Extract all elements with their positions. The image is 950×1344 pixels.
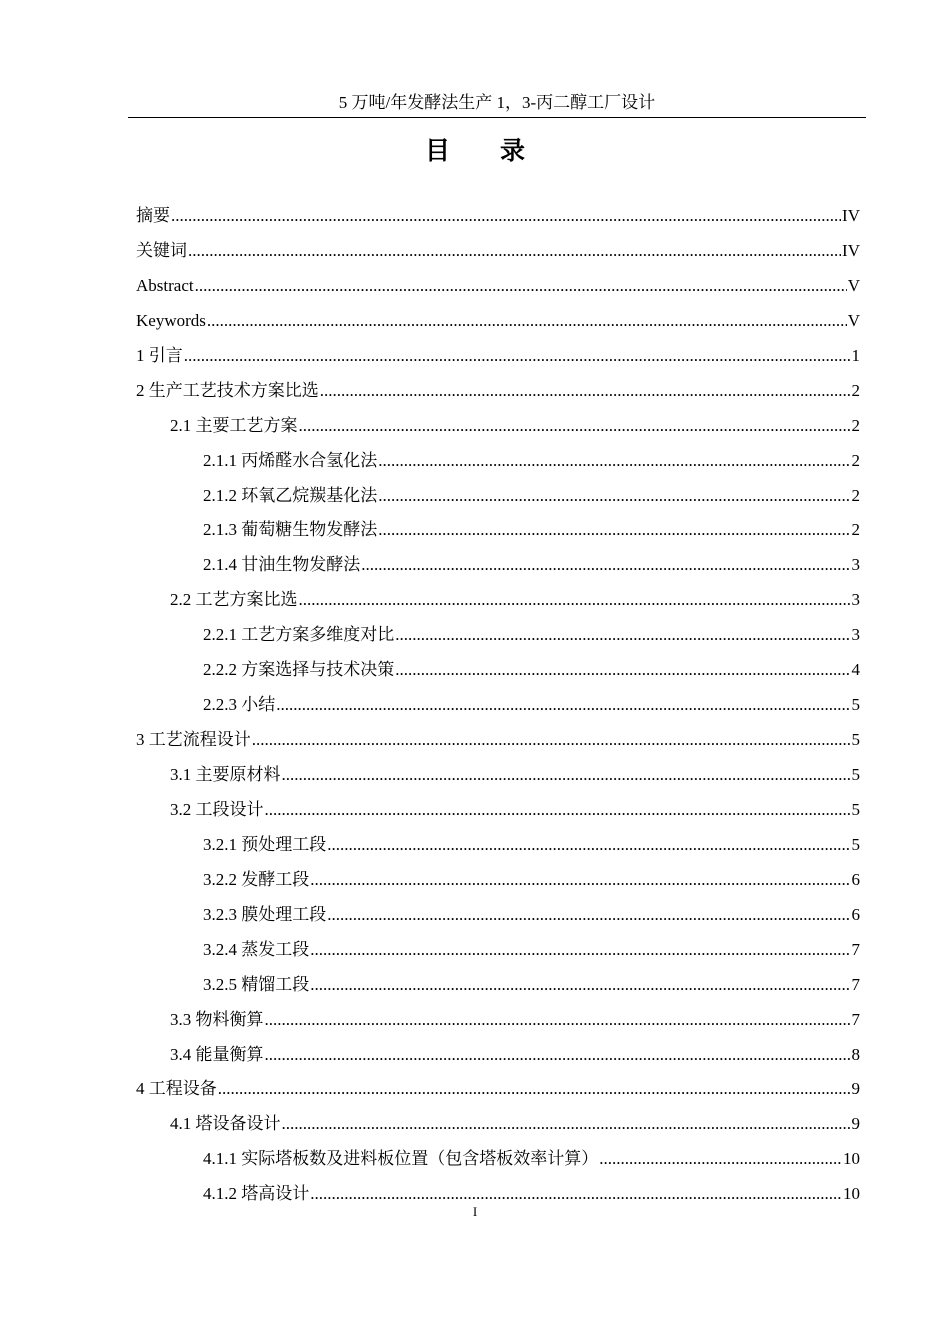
toc-entry[interactable] <box>136 1072 860 1107</box>
toc-entry-label: 摘要 <box>136 206 170 225</box>
toc-entry-page: 5 <box>851 695 860 715</box>
dot-leader <box>378 513 850 547</box>
toc-entry[interactable] <box>136 444 860 479</box>
toc-list <box>136 199 860 1212</box>
toc-entry-page: V <box>847 310 860 330</box>
toc-entry-label: 3.2.4 蒸发工段 <box>203 939 310 959</box>
toc-entry-label: 3.4 能量衡算 <box>170 1044 264 1064</box>
toc-entry-page: 6 <box>851 869 860 889</box>
toc-entry-label: 2.2 工艺方案比选 <box>170 590 298 610</box>
toc-entry-label: 3 工艺流程设计 <box>136 730 251 750</box>
toc-entry-label: 4.1 塔设备设计 <box>170 1114 281 1134</box>
toc-entry-label: 2.1.1 丙烯醛水合氢化法 <box>203 450 378 470</box>
toc-entry-page: 6 <box>851 904 860 924</box>
toc-entry-page: IV <box>842 206 860 225</box>
toc-entry-label: 3.2.2 发酵工段 <box>203 869 310 889</box>
dot-leader <box>265 1003 851 1037</box>
dot-leader <box>599 1142 842 1176</box>
toc-entry-label: 2.2.3 小结 <box>203 695 276 715</box>
toc-entry-label: 2.1.2 环氧乙烷羰基化法 <box>203 485 378 505</box>
toc-entry[interactable] <box>136 339 860 374</box>
toc-entry-page: 3 <box>851 590 860 610</box>
running-header: 5 万吨/年发酵法生产 1，3-丙二醇工厂设计 <box>338 93 656 112</box>
dot-leader <box>252 723 851 757</box>
toc-entry[interactable] <box>136 863 860 898</box>
toc-entry-page: 4 <box>851 660 860 680</box>
toc-title-char: 录 <box>500 138 526 165</box>
toc-entry[interactable] <box>136 374 860 409</box>
toc-entry-label: 4.1.2 塔高设计 <box>203 1184 310 1204</box>
toc-entry[interactable] <box>136 758 860 793</box>
toc-entry-label: 关键词 <box>136 240 187 260</box>
toc-entry-page: 2 <box>851 485 860 505</box>
toc-entry-label: 3.3 物料衡算 <box>170 1009 264 1029</box>
toc-entry[interactable] <box>136 269 860 304</box>
toc-entry[interactable] <box>136 688 860 723</box>
toc-entry-label: 2 生产工艺技术方案比选 <box>136 380 319 400</box>
toc-entry-page: 8 <box>851 1044 860 1064</box>
dot-leader <box>276 688 850 722</box>
toc-entry[interactable] <box>136 199 860 234</box>
dot-leader <box>265 793 851 827</box>
toc-entry-page: 7 <box>851 939 860 959</box>
toc-entry-page: 3 <box>851 555 860 575</box>
toc-entry[interactable] <box>136 1003 860 1038</box>
toc-entry-page: 2 <box>851 380 860 400</box>
toc-entry-page: 5 <box>851 834 860 854</box>
dot-leader <box>218 1072 851 1106</box>
toc-entry-page: IV <box>842 240 860 260</box>
dot-leader <box>320 374 851 408</box>
toc-entry-label: 3.2.3 膜处理工段 <box>203 904 327 924</box>
toc-entry-label: 2.1.3 葡萄糖生物发酵法 <box>203 520 378 540</box>
dot-leader <box>327 828 850 862</box>
dot-leader <box>378 479 850 513</box>
toc-entry-label: 2.1.4 甘油生物发酵法 <box>203 555 361 575</box>
toc-entry-page: 7 <box>851 1009 860 1029</box>
toc-entry-label: 4 工程设备 <box>136 1079 217 1099</box>
toc-entry-label: 3.2.1 预处理工段 <box>203 834 327 854</box>
dot-leader <box>395 618 850 652</box>
toc-entry-label: Keywords <box>136 310 206 330</box>
toc-entry[interactable] <box>136 1038 860 1073</box>
toc-entry-label: 3.1 主要原材料 <box>170 765 281 784</box>
dot-leader <box>207 304 847 338</box>
toc-title-char: 目 <box>424 138 450 165</box>
dot-leader <box>310 968 850 1002</box>
dot-leader <box>310 863 850 897</box>
toc-entry[interactable] <box>136 583 860 618</box>
toc-entry-page: 2 <box>851 520 860 540</box>
toc-entry[interactable] <box>136 304 860 339</box>
toc-entry-label: 3.2 工段设计 <box>170 799 264 819</box>
dot-leader <box>395 653 850 687</box>
dot-leader <box>195 269 847 303</box>
toc-entry[interactable] <box>136 933 860 968</box>
toc-entry[interactable] <box>136 828 860 863</box>
dot-leader <box>184 339 851 373</box>
toc-entry-page: 3 <box>851 625 860 645</box>
toc-entry[interactable] <box>136 898 860 933</box>
toc-entry[interactable] <box>136 1107 860 1142</box>
toc-entry[interactable] <box>136 723 860 758</box>
dot-leader <box>188 234 841 268</box>
toc-entry-label: Abstract <box>136 275 194 295</box>
toc-title <box>0 134 950 170</box>
toc-entry-page: 2 <box>851 450 860 470</box>
toc-entry-page: 9 <box>851 1079 860 1099</box>
dot-leader <box>361 548 850 582</box>
dot-leader <box>282 758 851 792</box>
toc-entry-page: 7 <box>851 974 860 994</box>
dot-leader <box>310 933 850 967</box>
toc-entry-label: 4.1.1 实际塔板数及进料板位置（包含塔板效率计算） <box>203 1149 599 1169</box>
toc-entry-label: 2.2.2 方案选择与技术决策 <box>203 660 395 680</box>
toc-entry-page: 5 <box>851 765 860 784</box>
toc-entry[interactable] <box>136 513 860 548</box>
toc-entry-label: 2.2.1 工艺方案多维度对比 <box>203 625 395 645</box>
toc-entry-label: 1 引言 <box>136 345 183 365</box>
page-number: I <box>472 1204 478 1219</box>
toc-entry-page: V <box>847 275 860 295</box>
toc-entry-page: 10 <box>843 1149 860 1169</box>
toc-entry[interactable] <box>136 653 860 688</box>
dot-leader <box>171 199 841 233</box>
toc-entry[interactable] <box>136 409 860 444</box>
dot-leader <box>299 583 851 617</box>
toc-entry-label: 3.2.5 精馏工段 <box>203 974 310 994</box>
dot-leader <box>265 1038 851 1072</box>
dot-leader <box>282 1107 851 1141</box>
toc-entry-page: 1 <box>851 345 860 365</box>
toc-entry-page: 5 <box>851 799 860 819</box>
toc-entry-page: 5 <box>851 730 860 750</box>
toc-entry[interactable] <box>136 793 860 828</box>
toc-entry[interactable] <box>136 234 860 269</box>
dot-leader <box>327 898 850 932</box>
toc-entry[interactable] <box>136 548 860 583</box>
toc-entry-label: 2.1 主要工艺方案 <box>170 415 298 435</box>
toc-entry-page: 2 <box>851 415 860 435</box>
header-rule <box>128 117 866 118</box>
toc-entry-page: 10 <box>843 1184 860 1204</box>
toc-entry[interactable] <box>136 968 860 1003</box>
dot-leader <box>299 409 851 443</box>
toc-entry-page: 9 <box>851 1114 860 1134</box>
toc-entry[interactable] <box>136 479 860 514</box>
toc-entry[interactable] <box>136 1142 860 1177</box>
dot-leader <box>378 444 850 478</box>
toc-entry[interactable] <box>136 618 860 653</box>
